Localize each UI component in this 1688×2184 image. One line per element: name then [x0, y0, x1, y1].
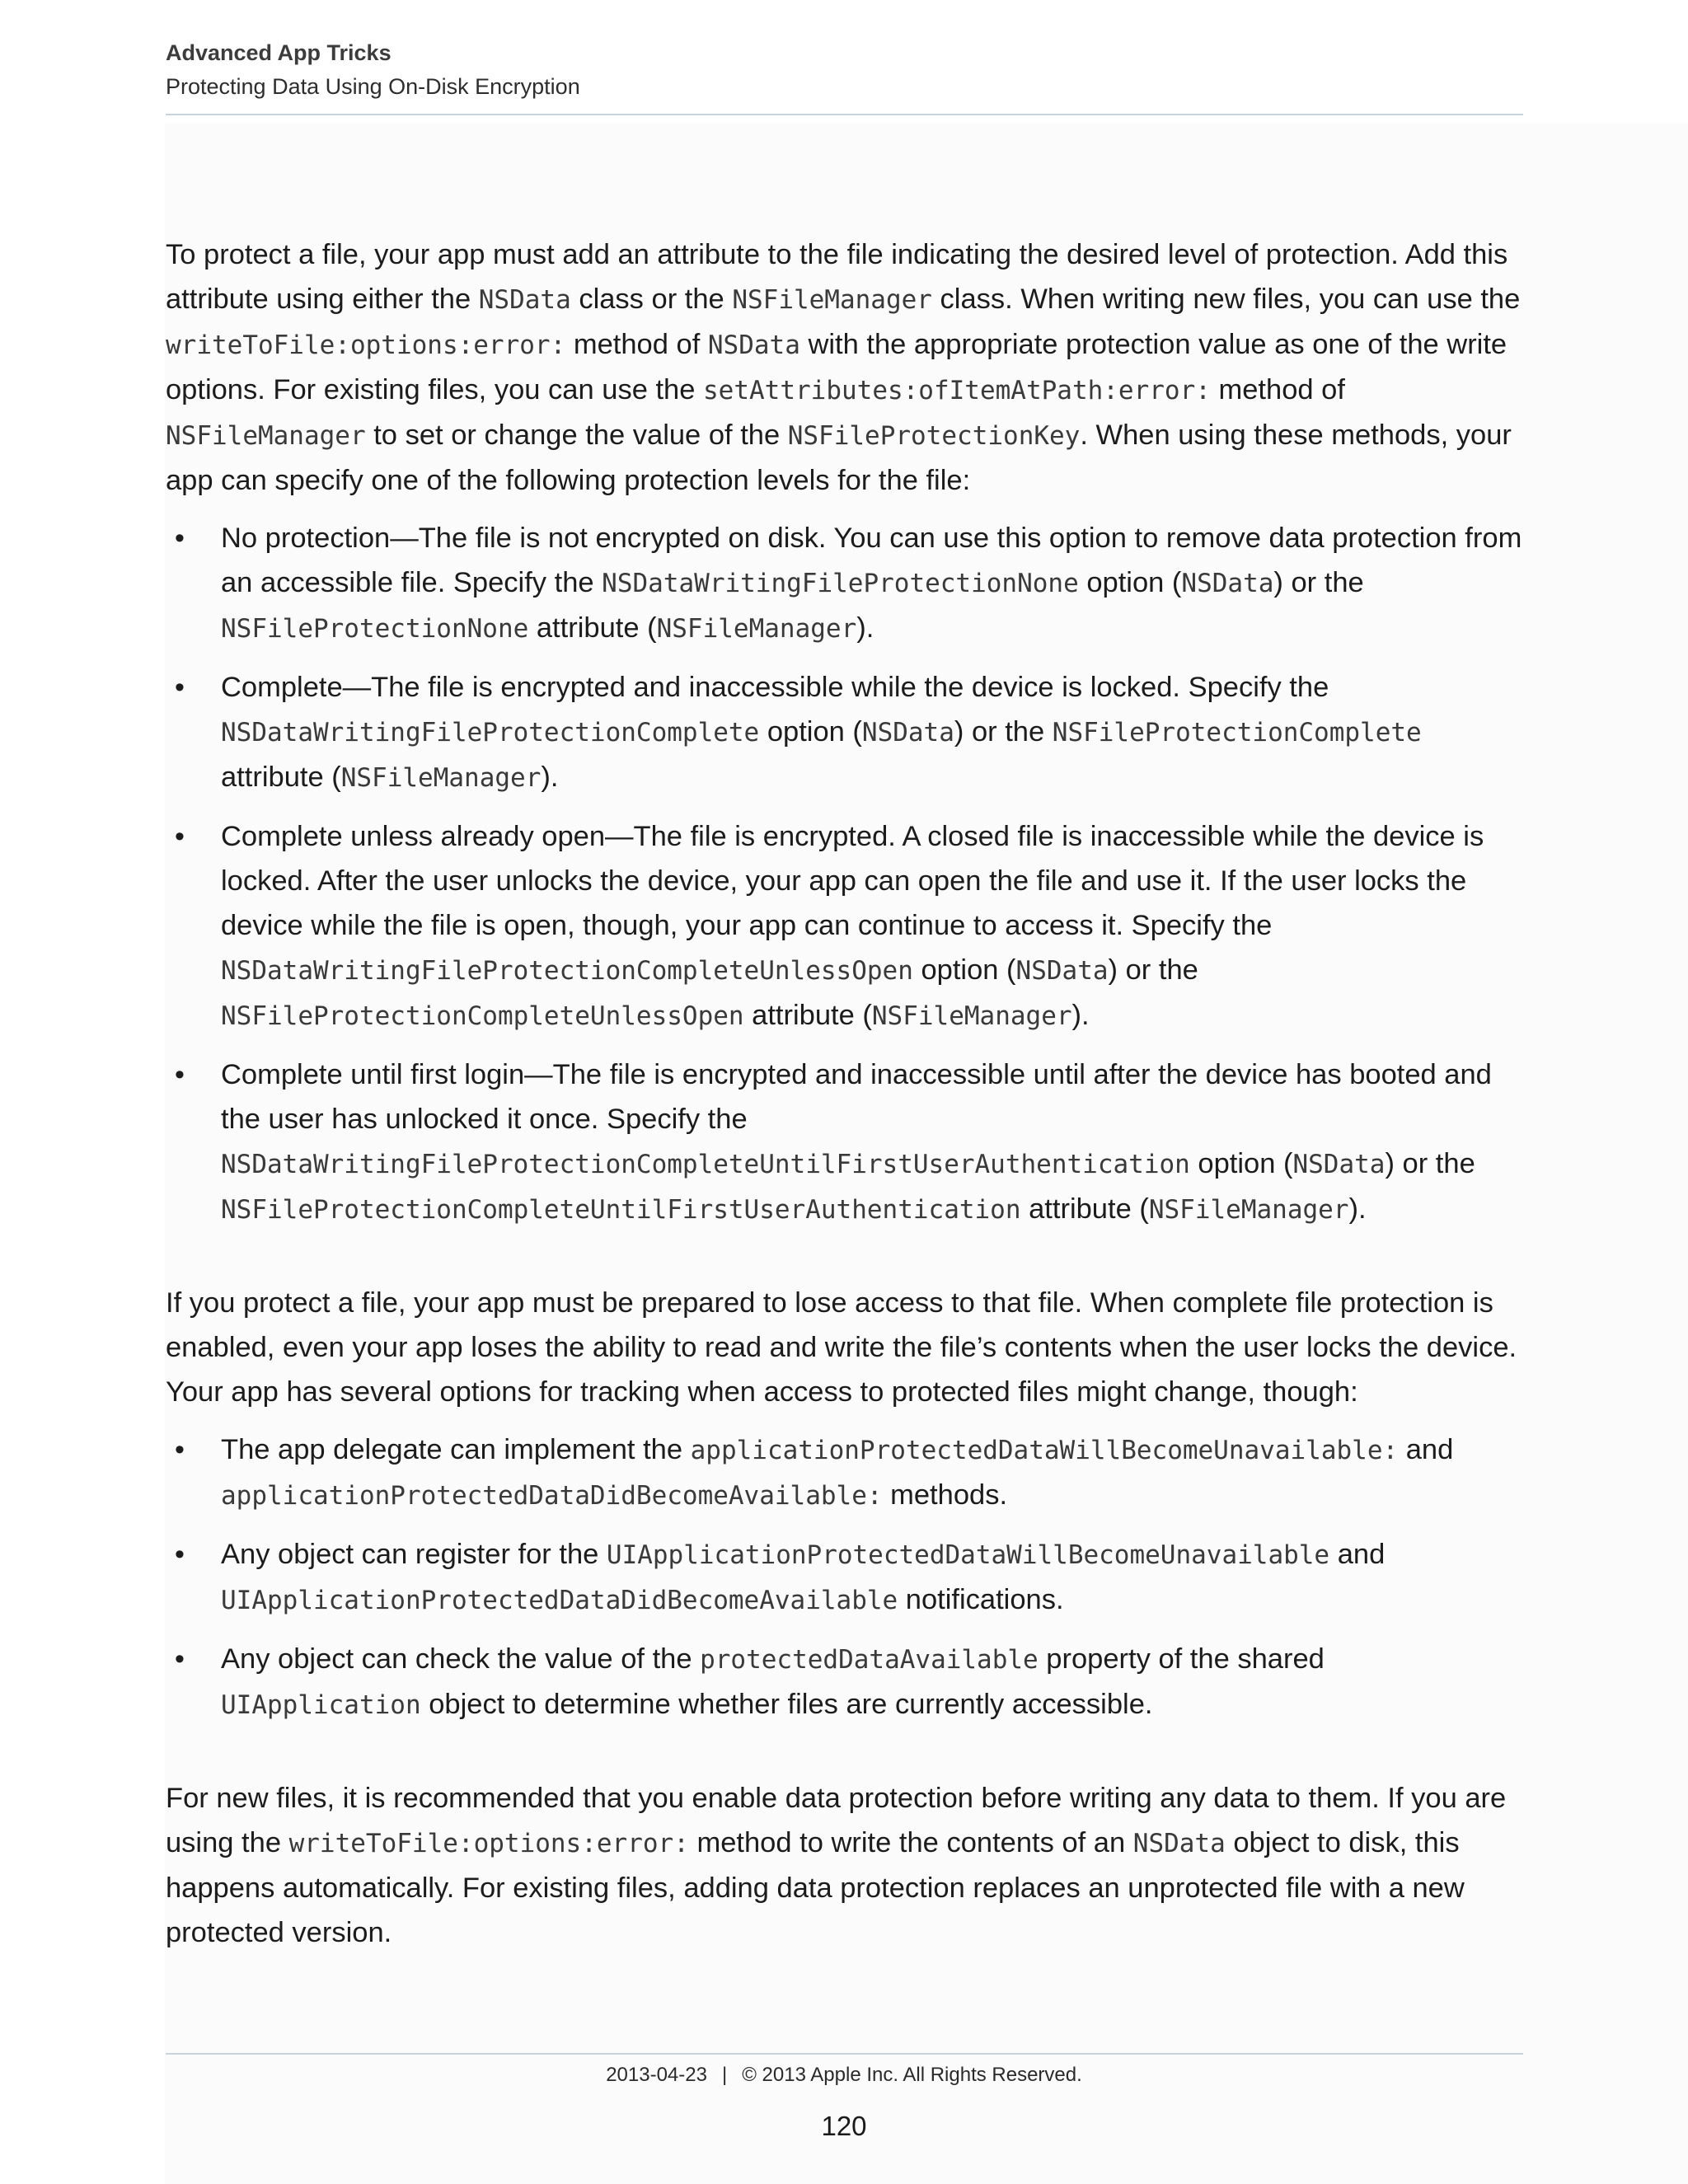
text-run: The app delegate can implement the [221, 1434, 691, 1465]
spacer [166, 1246, 1527, 1281]
code-NSData: NSData [1132, 1829, 1226, 1858]
code-NSData: NSData [707, 330, 800, 360]
bullet-icon: • [175, 1643, 185, 1675]
text-run: ). [1348, 1193, 1367, 1225]
code-identifier: NSData [1292, 1150, 1386, 1179]
code-identifier: NSData [1181, 569, 1274, 598]
text-run: attribute ( [221, 762, 341, 793]
list-item-app-delegate [166, 1427, 1527, 1518]
header-divider [166, 114, 1523, 115]
list-item-notifications [166, 1532, 1527, 1623]
intro-paragraph [166, 232, 1527, 503]
list-item-property-check [166, 1637, 1527, 1727]
text-run: method of [1210, 374, 1345, 405]
footer-divider [166, 2053, 1523, 2055]
text-run: option ( [759, 716, 862, 748]
text-run: ) or the [954, 716, 1053, 748]
page-body [166, 232, 1527, 1955]
code-writeToFile: writeToFile:options:error: [288, 1829, 689, 1858]
text-run: ) or the [1273, 567, 1364, 598]
text-run: to set or change the value of the [365, 419, 788, 451]
text-run: with the appropriate protection value as one of the write options. For existing files, you can use the [166, 329, 1507, 405]
code-identifier: NSDataWritingFileProtectionCompleteUnlessOpen [221, 956, 913, 986]
bullet-icon: • [175, 672, 185, 703]
code-NSFileManager: NSFileManager [732, 285, 932, 315]
code-identifier: NSFileManager [1148, 1195, 1349, 1225]
bullet-icon: • [175, 1059, 185, 1090]
list-item-no-protection [166, 516, 1527, 651]
text-run: ). [1071, 1000, 1090, 1031]
text-run: attribute ( [1020, 1193, 1149, 1225]
code-identifier: NSDataWritingFileProtectionCompleteUntilFirstUserAuthentication [221, 1150, 1190, 1179]
code-identifier: NSFileManager [871, 1001, 1072, 1031]
code-writeToFile: writeToFile:options:error: [166, 330, 566, 360]
page-footer [0, 2064, 1688, 2087]
text-run: option ( [1078, 567, 1182, 598]
text-run: object to determine whether files are currently accessible. [420, 1689, 1153, 1720]
text-run: attribute ( [528, 612, 657, 644]
footer-copyright: © 2013 Apple Inc. All Rights Reserved. [742, 2064, 1082, 2086]
code-identifier: UIApplication [221, 1690, 421, 1720]
code-identifier: NSData [1015, 956, 1109, 986]
text-run: ). [856, 612, 874, 644]
text-run: attribute ( [743, 1000, 872, 1031]
page-number: 120 [821, 2111, 867, 2141]
bullet-icon: • [175, 523, 185, 554]
protection-levels-list [166, 516, 1527, 1232]
text-run: ) or the [1385, 1148, 1475, 1179]
code-identifier: applicationProtectedDataWillBecomeUnavailable: [690, 1436, 1399, 1465]
text-run: Any object can register for the [221, 1539, 607, 1570]
text-run: option ( [912, 954, 1016, 986]
list-item-complete-until-first-login [166, 1052, 1527, 1232]
code-identifier: NSDataWritingFileProtectionComplete [221, 718, 760, 748]
text-run: methods. [882, 1479, 1008, 1511]
text-run: ) or the [1108, 954, 1198, 986]
text-run: option ( [1189, 1148, 1293, 1179]
text-run: property of the shared [1038, 1643, 1325, 1675]
text-run: notifications. [898, 1584, 1064, 1615]
text-run: Complete unless already open—The file is encrypted. A closed file is inaccessible while the device is locked. After the user unlocks the device, your app can open the file and use it. If the user locks the device while the file is open, though, your app can continue to access it. Specify the [221, 821, 1484, 941]
list-item-complete [166, 665, 1527, 800]
code-identifier: applicationProtectedDataDidBecomeAvailable: [221, 1481, 883, 1511]
text-run: object to disk, this happens automatically. For existing files, adding data protection replaces an unprotected file with a new protected version. [166, 1827, 1465, 1948]
footer-separator: | [721, 2064, 728, 2086]
text-run: Complete until first login—The file is encrypted and inaccessible until after the device has booted and the user has unlocked it once. Specify the [221, 1059, 1492, 1135]
new-files-paragraph [166, 1776, 1527, 1955]
text-run: No protection—The file is not encrypted on disk. You can use this option to remove data protection from an accessible file. Specify the [221, 523, 1522, 598]
bullet-icon: • [175, 1434, 185, 1465]
spacer [166, 1741, 1527, 1776]
code-identifier: UIApplicationProtectedDataWillBecomeUnavailable [606, 1540, 1330, 1570]
bullet-icon: • [175, 821, 185, 852]
code-NSFileProtectionKey: NSFileProtectionKey [787, 421, 1081, 451]
code-identifier: NSFileProtectionComplete [1052, 718, 1422, 748]
code-identifier: NSData [861, 718, 954, 748]
list-item-complete-unless-open [166, 814, 1527, 1038]
code-NSData: NSData [478, 285, 571, 315]
code-identifier: NSDataWritingFileProtectionNone [602, 569, 1079, 598]
code-identifier: NSFileManager [656, 614, 857, 644]
text-run: class or the [570, 284, 733, 315]
code-identifier: NSFileManager [340, 763, 542, 793]
chapter-title: Advanced App Tricks [166, 40, 392, 65]
text-run: ). [541, 762, 559, 793]
footer-date: 2013-04-23 [606, 2064, 707, 2086]
code-identifier: NSFileProtectionCompleteUnlessOpen [221, 1001, 744, 1031]
bullet-icon: • [175, 1539, 185, 1570]
text-run: method of [565, 329, 708, 360]
tracking-options-list [166, 1427, 1527, 1727]
text-run: method to write the contents of an [688, 1827, 1133, 1858]
text-run: Complete—The file is encrypted and inaccessible while the device is locked. Specify the [221, 672, 1329, 703]
code-identifier: UIApplicationProtectedDataDidBecomeAvailable [221, 1586, 898, 1615]
text-run: and [1329, 1539, 1386, 1570]
access-paragraph: If you protect a file, your app must be prepared to lose access to that file. When complete file protection is enabled, even your app loses the ability to read and write the file’s contents when the user locks the device. Your app has several options for tracking when access to protected files might change, though: [166, 1287, 1517, 1408]
text-run: . When using these methods, your app can specify one of the following protection levels for the file: [166, 419, 1512, 496]
page-header [166, 36, 1523, 104]
section-title: Protecting Data Using On-Disk Encryption [166, 74, 580, 99]
text-run: For new files, it is recommended that you enable data protection before writing any data to them. If you are using the [166, 1783, 1507, 1858]
text-run: To protect a file, your app must add an attribute to the file indicating the desired level of protection. Add this attribute using either the [166, 239, 1508, 315]
code-NSFileManager: NSFileManager [166, 421, 366, 451]
text-run: Any object can check the value of the [221, 1643, 701, 1675]
code-identifier: NSFileProtectionNone [221, 614, 529, 644]
text-run: and [1398, 1434, 1454, 1465]
text-run: class. When writing new files, you can use the [931, 284, 1521, 315]
code-identifier: protectedDataAvailable [700, 1645, 1039, 1675]
code-identifier: NSFileProtectionCompleteUntilFirstUserAuthentication [221, 1195, 1021, 1225]
code-setAttributes: setAttributes:ofItemAtPath:error: [703, 376, 1211, 405]
